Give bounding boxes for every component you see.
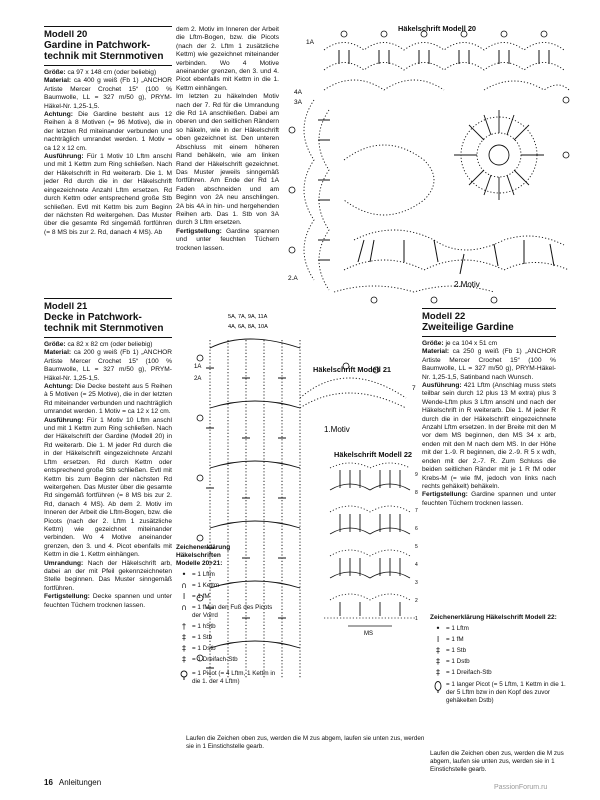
model21-ausfuehrung-label: Ausführung: bbox=[44, 416, 84, 424]
model22-block bbox=[422, 308, 556, 508]
model21-material-value: ca 200 g weiß (Fb 1) „ANCHOR Artiste Mercer Crochet 15“ (100 % Baumwolle, LL = 327 m/50 g), PRYM-Häkel-Nr. 1,25-1,5. bbox=[44, 349, 172, 382]
model21-material bbox=[44, 349, 172, 383]
legend20-symbol: ∩ bbox=[181, 603, 187, 612]
model22-title: Zweiteilige Gardine bbox=[422, 322, 556, 337]
legend20-picot-row bbox=[176, 670, 280, 686]
model21-achtung-value: Die Decke besteht aus 5 Reihen à 5 Motiven (= 25 Motive), die in der letzten Rd miteinander verbunden und nachträglich umrandet werden. 1 Motiv = ca 12 x 12 cm. bbox=[44, 383, 172, 416]
model22-size-label: Größe: bbox=[422, 340, 444, 347]
legend20-row bbox=[176, 623, 280, 631]
model22-ausfuehrung bbox=[422, 382, 556, 491]
legend20-text: = 1 Stb bbox=[192, 634, 213, 641]
diagram20-picots bbox=[289, 31, 569, 303]
legend22-text: = 1 Lftm bbox=[446, 625, 469, 632]
legend22-symbol: ‡ bbox=[436, 657, 440, 666]
legend20-block bbox=[176, 544, 280, 689]
legend20-text: = 1 Dstb bbox=[192, 645, 216, 652]
diagram22-row-9: 9 bbox=[415, 472, 418, 478]
diagram22-row-4: 4 bbox=[415, 562, 418, 568]
legend22-symbol: ‡ bbox=[436, 668, 440, 677]
diagram21-label-2a: 2A bbox=[194, 376, 202, 382]
diagram22-row-5: 5 bbox=[415, 544, 418, 550]
model21-fertig-value: Decke spannen und unter feuchten Tüchern trocknen lassen. bbox=[44, 593, 172, 609]
legend20-symbol: ‡ bbox=[182, 655, 186, 664]
model20-block bbox=[44, 26, 172, 237]
model21-size-value: ca 82 x 82 cm (oder beliebig) bbox=[67, 341, 153, 348]
diagram22-row-7: 7 bbox=[415, 508, 418, 514]
model21-fertig-label: Fertigstellung: bbox=[44, 593, 90, 601]
legend20-note: Laufen die Zeichen oben zus, werden die M zus abgem, laufen sie unten zus, werden sie in 1 Einstichstelle gearb. bbox=[186, 735, 425, 750]
legend20-row bbox=[176, 571, 280, 579]
diagram22-grid bbox=[324, 463, 416, 618]
legend22-text: = 1 Dreifach-Stb bbox=[446, 669, 492, 676]
model20-size-label: Größe: bbox=[44, 69, 66, 76]
legend20-text: = 1 fM in den Fuß des Picots der Vorrd bbox=[192, 604, 273, 619]
diagram20-star-motif bbox=[454, 110, 544, 200]
legend20-symbol: I bbox=[182, 592, 186, 601]
legend20-title-line2: Häkelschriften bbox=[176, 552, 221, 559]
legend20-row bbox=[176, 645, 280, 653]
model21-umrandung-label: Umrandung: bbox=[44, 559, 84, 567]
model20-continued bbox=[176, 26, 279, 253]
model21-umrandung-value: Nach der Häkelschrift arb, dabei an der mit Pfeil gekennzeichneten Stelle beginnen. Das Muster sinngemäß fortführen. bbox=[44, 559, 172, 592]
legend20-text: = 1 hStb bbox=[192, 623, 216, 630]
model20-number: Modell 20 bbox=[44, 26, 172, 40]
legend20-title bbox=[176, 544, 280, 568]
model21-achtung-label: Achtung: bbox=[44, 383, 73, 391]
diagram20-label-2motiv: 2.Motiv bbox=[454, 280, 480, 289]
model20-material bbox=[44, 77, 172, 111]
diagram22-row-6: 6 bbox=[415, 526, 418, 532]
legend20-text: = 1 Kettm bbox=[192, 582, 220, 589]
legend22-row bbox=[430, 625, 570, 633]
legend22-row bbox=[430, 636, 570, 644]
model22-material bbox=[422, 348, 556, 382]
model21-title bbox=[44, 312, 172, 338]
diagram21-label-1motiv: 1.Motiv bbox=[324, 425, 350, 434]
model20-size bbox=[44, 69, 172, 77]
model22-size bbox=[422, 340, 556, 348]
legend20-row bbox=[176, 604, 280, 620]
model20-material-value: ca 400 g weiß (Fb 1) „ANCHOR Artiste Mercer Crochet 15“ (100 % Baumwolle, LL = 327 m/50 g), PRYM-Häkel-Nr. 1,25-1,5. bbox=[44, 77, 172, 110]
legend20-row bbox=[176, 656, 280, 664]
legend22-row bbox=[430, 647, 570, 655]
model22-material-label: Material: bbox=[422, 348, 450, 356]
diagram22-row-3: 3 bbox=[415, 580, 418, 586]
diagram21-label-7: 7 bbox=[412, 385, 416, 392]
diagram20-label-4a: 4A bbox=[294, 89, 302, 96]
diagram21-label-1a: 1A bbox=[194, 364, 202, 370]
diagram20-label-2a: 2.A bbox=[288, 275, 298, 282]
diagram20-label-3a: 3A bbox=[294, 99, 302, 106]
model22-ausfuehrung-label: Ausführung: bbox=[422, 382, 462, 390]
model21-achtung bbox=[44, 383, 172, 417]
diagram22-row-8: 8 bbox=[415, 490, 418, 496]
model21-title-line1: Decke in Patchwork- bbox=[44, 312, 142, 323]
legend20-row bbox=[176, 582, 280, 590]
model21-title-line2: technik mit Sternmotiven bbox=[44, 323, 164, 334]
model22-fertig bbox=[422, 491, 556, 508]
legend22-title: Zeichenerklärung Häkelschrift Modell 22: bbox=[430, 614, 557, 621]
legend22-row bbox=[430, 669, 570, 677]
legend22-text: = 1 Stb bbox=[446, 647, 467, 654]
diagram21-top-label-b: 4A, 6A, 8A, 10A bbox=[228, 324, 268, 330]
model20-achtung-value: Die Gardine besteht aus 12 Reihen à 8 Motiven (= 96 Motive), die in der letzten Rd miteinander verbunden und nachträglich umrandet werden. 1 Motiv = ca 12 x 12 cm. bbox=[44, 111, 172, 152]
diagram22-title: Häkelschrift Modell 22 bbox=[334, 450, 413, 459]
legend22-picot-row bbox=[430, 681, 570, 705]
legend22-symbol: ‡ bbox=[436, 646, 440, 655]
model21-size bbox=[44, 341, 172, 349]
legend20-row bbox=[176, 593, 280, 601]
model20-title-line1: Gardine in Patchwork- bbox=[44, 40, 151, 51]
model21-fertig bbox=[44, 593, 172, 610]
legend22-symbol: • bbox=[435, 624, 441, 633]
model20-cont-b: Im letzten zu häkelnden Motiv nach der 7. Rd für die Umrandung die Rd 1A anschließen. Dabei am oberen und den seitlichen Rändern so häkeln, wie in der Häkelschrift oben gezeichnet ist. Den unteren Abschluss mit einem höheren Rand behäkeln, wie am linken Rand der Häkelschrift gezeichnet. Das Muster jeweils sinngemäß fortführen. Am Ende der Rd 1A Faden abschneiden und am Beginn von 2A neu anschlingen. 2A bis 4A in hin- und hergehenden Reihen arb. Das 1. Stb von 3A durch 3 Lftm ersetzen. bbox=[176, 93, 279, 227]
page-footer bbox=[44, 778, 101, 787]
model21-ausfuehrung-value: Für 1 Motiv 10 Lftm anschl und mit 1 Kettm zum Ring schließen. Nach der Häkelschrift der Gardine (Modell 20) in Rd weiterarb. Die 1. M jeder Rd durch die in der Häkelschrift eingezeichnete Anzahl Lftm ersetzen. Rd durch Kettm oder entsprechend große Stb schließen. Evtl mit Kettm bis zum Beginn der nächsten Rd weitergehen. Das Muster über die gesamte Rd singemäß fortführen (= 8 MS bis zur 2. Rd, danach 4 MS). Ab dem 2. Motiv im Inneren der Arbeit die Lftm-Bogen, bzw. die Picots (nach der 2. Lftm 1 zusätzliche Kettm) wie gezeichnet miteinander verbinden. Wo 4 Motive aneinander grenzen, den 3. und 4. Picot ebenfalls mit Kettm in die 1. Kettm einhängen. bbox=[44, 416, 172, 559]
model20-title-line2: technik mit Sternmotiven bbox=[44, 51, 164, 62]
legend22-text: = 1 fM bbox=[446, 636, 464, 643]
legend20-text: = 1 Lftm bbox=[192, 571, 215, 578]
diagram22-chart bbox=[320, 460, 422, 638]
diagram21-top-label-a: 5A, 7A, 9A, 11A bbox=[228, 314, 268, 320]
model20-fertig-label: Fertigstellung: bbox=[176, 227, 222, 235]
long-picot-icon bbox=[430, 681, 446, 695]
picot-icon bbox=[176, 670, 192, 682]
model20-ausfuehrung bbox=[44, 153, 172, 237]
model21-ausfuehrung bbox=[44, 417, 172, 560]
model22-ausfuehrung-value: 421 Lftm (Anschlag muss stets teilbar sein durch 12 plus 13 M extra) plus 3 Wende-Lftm plus 3 Lftm anschl und nach der Häkelschrift in R weiterarb. Die 1. M jeder R durch die in der Häkelschrift eingezeichnete Anzahl Lftm ersetzen. In der Breite mit den M vor dem MS beginnen, den MS 34 x arb, enden mit den M nach dem MS. In der Höhe mit der 1.-9. R beginnen, die 2.-9. R 5 x wdh, enden mit der 2.-7. R. Zum Schluss die beiden seitlichen Ränder mit je 1 R fM oder Krebs-M (= wie fM, jedoch von links nach rechts gehäkelt) behäkeln. bbox=[422, 382, 556, 490]
legend20-title-line1: Zeichenerklärung bbox=[176, 544, 231, 551]
legend20-symbol: † bbox=[182, 622, 186, 631]
legend20-text: = 1 Dreifach-Stb bbox=[192, 656, 238, 663]
model22-fertig-value: Gardine spannen und unter feuchten Tüchern trocknen lassen. bbox=[422, 491, 556, 507]
model20-achtung bbox=[44, 111, 172, 153]
model20-ausfuehrung-value: Für 1 Motiv 10 Lftm anschl und mit 1 Kettm zum Ring schließen. Nach der Häkelschrift in Rd weiterarb. Die 1. M jeder Rd durch die in der Häkelschrift eingezeichnete Anzahl Lftm ersetzen. Rd durch Kettm oder entsprechend große Stb schließen. Evtl mit Kettm bis zum Beginn der nächsten Rd weitergehen. Das Muster über die gesamte Rd singemäß fortführen (= 8 MS bis zur 2. Rd, danach 4 MS). Ab bbox=[44, 153, 172, 236]
diagram22-ms-label: MS bbox=[364, 631, 373, 637]
legend22-picot-text: = 1 langer Picot (= 5 Lftm, 1 Kettm in die 1. der 5 Lftm bzw in den Kopf des zuvor gehäkelten Dstb) bbox=[446, 681, 566, 704]
model20-ausfuehrung-label: Ausführung: bbox=[44, 153, 84, 161]
legend20-row bbox=[176, 634, 280, 642]
model21-block bbox=[44, 298, 172, 610]
legend20-symbol: ‡ bbox=[182, 633, 186, 642]
model22-fertig-label: Fertigstellung: bbox=[422, 491, 468, 499]
footer-section: Anleitungen bbox=[58, 778, 102, 787]
watermark: PassionForum.ru bbox=[494, 784, 548, 791]
diagram22-row-2: 2 bbox=[415, 598, 418, 604]
legend20-title-line3: Modelle 20+21: bbox=[176, 560, 223, 567]
legend22-block bbox=[430, 614, 570, 708]
legend22-text: = 1 Dstb bbox=[446, 658, 470, 665]
diagram21-title: Häkelschrift Modell 21 bbox=[313, 365, 392, 374]
diagram20-title: Häkelschrift Modell 20 bbox=[398, 24, 477, 33]
model20-cont-a: dem 2. Motiv im Inneren der Arbeit die Lftm-Bogen, bzw. die Picots (nach der 2. Lftm 1 zusätzliche Kettm) wie gezeichnet miteinander verbinden. Wo 4 Motive aneinander grenzen, den 3. und 4. Picot ebenfalls mit Kettm in die 1. Kettm einhängen. bbox=[176, 26, 279, 92]
legend20-text: = 1 fM bbox=[192, 593, 210, 600]
diagram20-label-1a: 1A bbox=[306, 39, 314, 46]
model21-material-label: Material: bbox=[44, 349, 72, 357]
diagram22-row-1: 1 bbox=[415, 616, 418, 622]
model21-number: Modell 21 bbox=[44, 298, 172, 312]
model21-umrandung bbox=[44, 560, 172, 594]
legend20-symbol: • bbox=[181, 570, 187, 579]
page-number: 16 bbox=[44, 778, 53, 787]
model22-number: Modell 22 bbox=[422, 308, 556, 322]
legend20-picot-text: = 1 Picot (= 4 Lftm, 1 Kettm in die 1. der 4 Lftm) bbox=[192, 670, 276, 685]
legend20-symbol: ‡ bbox=[182, 644, 186, 653]
model20-fertig bbox=[176, 228, 279, 253]
model22-material-value: ca 250 g weiß (Fb 1) „ANCHOR Artiste Mercer Crochet 15“ (100 % Baumwolle, LL = 327 m/50 g), PRYM-Häkel-Nr. 1,25-1,5, Satinband nach Wunsch. bbox=[422, 348, 556, 381]
model22-size-value: je ca 104 x 51 cm bbox=[445, 340, 498, 347]
model20-fertig-value: Gardine spannen und unter feuchten Tüchern trocknen lassen. bbox=[176, 227, 279, 252]
legend22-row bbox=[430, 658, 570, 666]
model21-size-label: Größe: bbox=[44, 341, 66, 348]
diagram20-chart bbox=[284, 30, 574, 312]
model20-title bbox=[44, 40, 172, 66]
legend22-note: Laufen die Zeichen oben zus, werden die M zus abgem, laufen sie unten zus, werden sie in 1 Einstichstelle gearb. bbox=[430, 750, 564, 773]
model20-material-label: Material: bbox=[44, 77, 72, 85]
diagram22-row-numbers bbox=[415, 472, 418, 622]
legend20-symbol: ∩ bbox=[181, 581, 187, 590]
diagram20-stitches bbox=[318, 50, 554, 274]
model20-size-value: ca 97 x 148 cm (oder beliebig) bbox=[67, 69, 157, 76]
legend22-symbol: I bbox=[436, 635, 440, 644]
model20-achtung-label: Achtung: bbox=[44, 111, 73, 119]
